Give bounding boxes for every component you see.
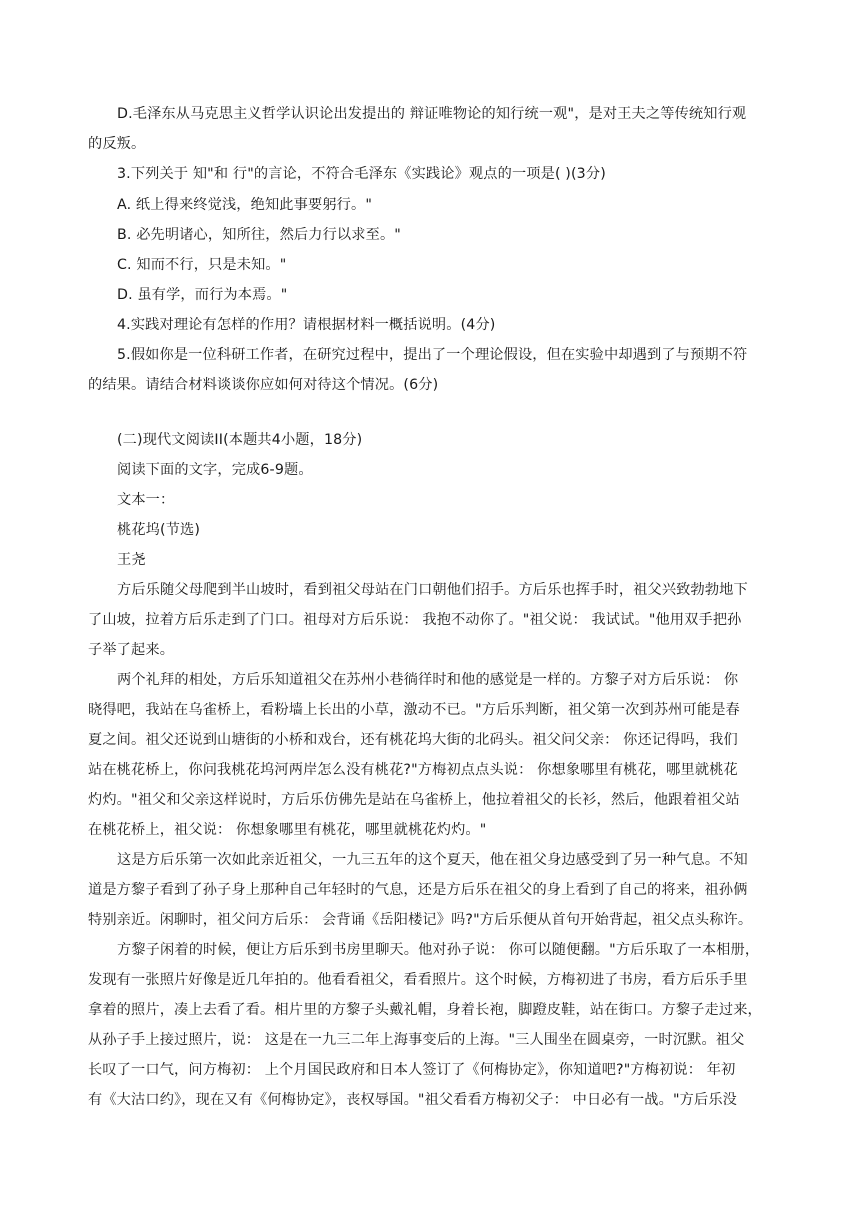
- story-title: 桃花坞(节选): [117, 522, 201, 538]
- question-3: 3.下列关于 知"和 行"的言论，不符合毛泽东《实践论》观点的一项是( )(3分): [117, 166, 606, 182]
- question-5-line-2: 的结果。请结合材料谈谈你应如何对待这个情况。(6分): [88, 377, 439, 393]
- paragraph-2-line-6: 在桃花桥上，祖父说： 你想象哪里有桃花，哪里就桃花灼灼。": [88, 822, 487, 838]
- instruction: 阅读下面的文字，完成6-9题。: [117, 462, 313, 478]
- paragraph-2-line-3: 夏之间。祖父还说到山塘街的小桥和戏台，还有桃花坞大街的北码头。祖父问父亲： 你还记得吗，我们: [88, 732, 738, 748]
- paragraph-2-line-1: 两个礼拜的相处，方后乐知道祖父在苏州小巷徜徉时和他的感觉是一样的。方黎子对方后乐说： 你: [117, 672, 739, 688]
- paragraph-4-line-6: 有《大沽口约》，现在又有《何梅协定》，丧权辱国。"祖父看看方梅初父子： 中日必有一战。"方后乐没: [88, 1092, 738, 1108]
- paragraph-3-line-2: 道是方黎子看到了孙子身上那种自己年轻时的气息，还是方后乐在祖父的身上看到了自己的将来，祖孙俩: [88, 882, 748, 898]
- question-4: 4.实践对理论有怎样的作用？请根据材料一概括说明。(4分): [117, 317, 496, 333]
- question-5-line-1: 5.假如你是一位科研工作者，在研究过程中，提出了一个理论假设，但在实验中却遇到了与预期不符: [117, 347, 748, 363]
- option-b: B. 必先明诸心，知所往，然后力行以求至。": [117, 227, 401, 243]
- paragraph-1-line-2: 了山坡，拉着方后乐走到了门口。祖母对方后乐说： 我抱不动你了。"祖父说： 我试试。"他用双手把孙: [88, 612, 742, 628]
- paragraph-4-line-5: 长叹了一口气，问方梅初： 上个月国民政府和日本人签订了《何梅协定》，你知道吧?"方梅初说： 年初: [88, 1062, 736, 1078]
- option-c: C. 知而不行，只是未知。": [117, 257, 287, 273]
- option-d-line-1: D.毛泽东从马克思主义哲学认识论出发提出的 辩证唯物论的知行统一观"，是对王夫之等传统知行观: [117, 106, 747, 122]
- paragraph-4-line-2: 发现有一张照片好像是近几年拍的。他看看祖父，看看照片。这个时候，方梅初进了书房，看方后乐手里: [88, 972, 748, 988]
- paragraph-4-line-3: 拿着的照片，凑上去看了看。相片里的方黎子头戴礼帽，身着长袍，脚蹬皮鞋，站在街口。方黎子走过来，: [88, 1002, 762, 1018]
- option-d: D. 虽有学，而行为本焉。": [117, 287, 288, 303]
- option-a: A. 纸上得来终觉浅，绝知此事要躬行。": [117, 197, 373, 213]
- paragraph-1-line-3: 子举了起来。: [88, 642, 175, 658]
- paragraph-4-line-1: 方黎子闲着的时候，便让方后乐到书房里聊天。他对孙子说： 你可以随便翻。"方后乐取了一本相册，: [117, 942, 760, 958]
- paragraph-3-line-1: 这是方后乐第一次如此亲近祖父，一九三五年的这个夏天，他在祖父身边感受到了另一种气息。不知: [117, 852, 748, 868]
- option-d-line-2: 的反叛。: [88, 136, 146, 152]
- paragraph-1-line-1: 方后乐随父母爬到半山坡时，看到祖父母站在门口朝他们招手。方后乐也挥手时，祖父兴致勃勃地下: [117, 582, 748, 598]
- text-one-label: 文本一：: [117, 492, 175, 508]
- story-author: 王尧: [117, 552, 146, 568]
- paragraph-3-line-3: 特别亲近。闲聊时，祖父问方后乐： 会背诵《岳阳楼记》吗?"方后乐便从首句开始背起，祖父点头称许。: [88, 912, 753, 928]
- paragraph-2-line-4: 站在桃花桥上，你问我桃花坞河两岸怎么没有桃花?"方梅初点点头说： 你想象哪里有桃花，哪里就桃花: [88, 762, 738, 778]
- paragraph-4-line-4: 从孙子手上接过照片，说： 这是在一九三二年上海事变后的上海。"三人围坐在圆桌旁，一时沉默。祖父: [88, 1032, 745, 1048]
- section-heading: (二)现代文阅读II(本题共4小题，18分): [117, 432, 363, 448]
- paragraph-2-line-2: 晓得吧，我站在乌雀桥上，看粉墙上长出的小草，激动不已。"方后乐判断，祖父第一次到苏州可能是春: [88, 702, 740, 718]
- paragraph-2-line-5: 灼灼。"祖父和父亲这样说时，方后乐仿佛先是站在乌雀桥上，他拉着祖父的长衫，然后，他跟着祖父站: [88, 792, 740, 808]
